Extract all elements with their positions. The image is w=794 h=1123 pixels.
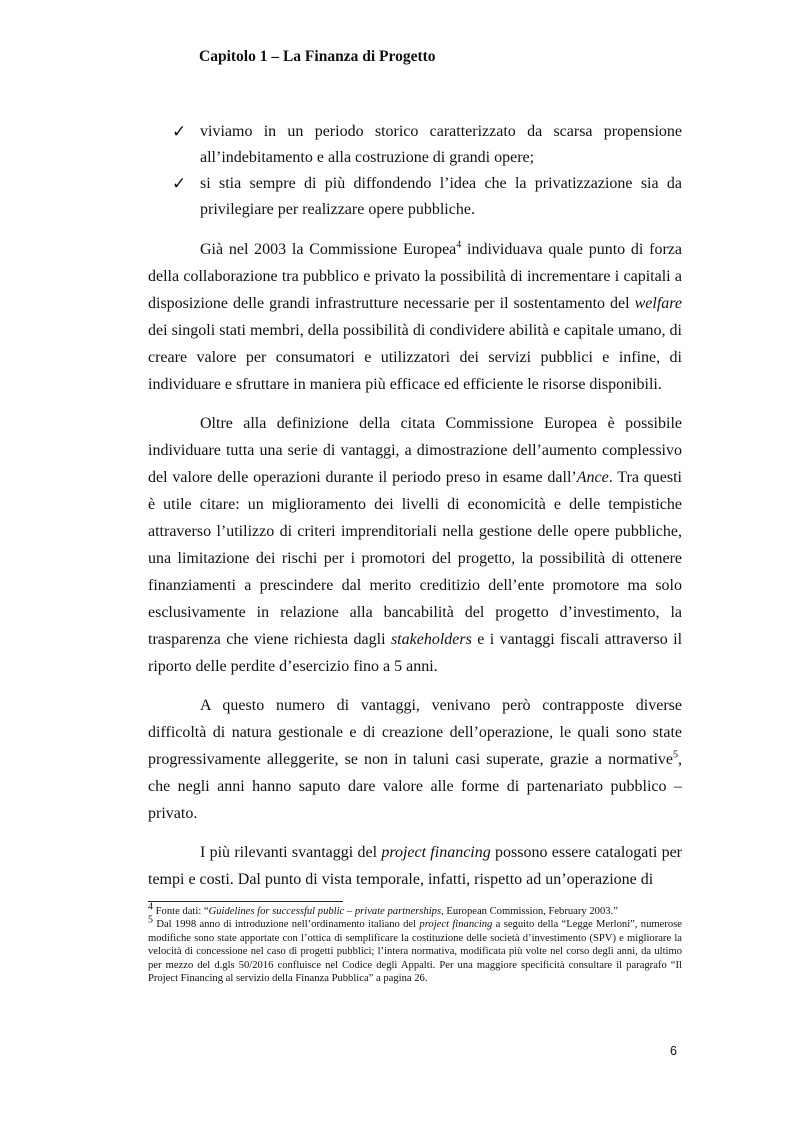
text-span: Già nel 2003 la Commissione Europea — [200, 241, 457, 258]
italic-term: welfare — [634, 295, 682, 312]
text-span: e i vantaggi fiscali attraverso il riporto delle perdite d’esercizio fino a 5 anni. — [148, 631, 683, 675]
footnote-ref-4: 4 — [456, 239, 462, 251]
italic-term: stakeholders — [390, 631, 472, 648]
text-span: Dal 1998 anno di introduzione nell’ordinamento italiano del — [153, 919, 420, 931]
text-span: I più rilevanti svantaggi del — [200, 844, 382, 861]
bullet-text: si stia sempre di più diffondendo l’idea che la privatizzazione sia da privilegiare per realizzare opere pubbliche. — [200, 175, 682, 218]
footnote-divider — [148, 901, 343, 902]
text-span: Fonte dati: “ — [153, 906, 209, 917]
italic-term: Ance — [576, 469, 609, 486]
bullet-list — [172, 119, 682, 223]
italic-term: project financing — [419, 919, 493, 931]
footnotes — [148, 901, 682, 985]
footnote-number: 5 — [148, 914, 153, 926]
text-span: A questo numero di vantaggi, venivano però contrapposte diverse difficoltà di natura gestionale e di creazione dell’operazione, le quali sono state progressivamente alleggerite, se non in taluni casi superate, grazie a normative — [148, 697, 682, 768]
text-span: possono essere catalogati per tempi e costi. Dal punto di vista temporale, infatti, rispetto ad un’operazione di — [148, 844, 682, 888]
text-span: Oltre alla definizione della citata Commissione Europea è possibile individuare tutta una serie di vantaggi, a dimostrazione dell’aumento complessivo del valore delle operazioni durante il periodo preso in esame dall’ — [148, 415, 682, 486]
text-span: , che negli anni hanno saputo dare valore alle forme di partenariato pubblico – privato. — [148, 751, 682, 822]
italic-term: project financing — [381, 844, 491, 861]
paragraph-4 — [148, 839, 682, 893]
text-span: a seguito della “Legge Merloni”, numerose modifiche sono state apportate con l’ottica di semplificare la costituzione delle società d’investimento (SPV) e migliorare la velocità di concessione nel caso di progetti pubblici; l’intera normativa, modificata più volte nel corso degli anni, da ultimo per mezzo del d.gls 50/2016 confluisce nel Codice degli Appalti. Per una maggiore specificità consultare il paragrafo “Il Project Financing al servizio della Finanza Pubblica” a pagina 26. — [148, 919, 682, 985]
text-span: dei singoli stati membri, della possibilità di condividere abilità e capitale umano, di creare valore per consumatori e utilizzatori dei servizi pubblici e infine, di individuare e sfruttare in maniera più efficace ed efficiente le risorse disponibili. — [148, 322, 682, 393]
paragraph-1 — [148, 236, 682, 398]
bullet-text: viviamo in un periodo storico caratterizzato da scarsa propensione all’indebitamento e alla costruzione di grandi opere; — [200, 123, 682, 166]
paragraph-3 — [148, 692, 682, 827]
footnote-4 — [148, 901, 682, 918]
text-span: . Tra questi è utile citare: un miglioramento dei livelli di economicità e delle tempistiche attraverso l’utilizzo di criteri imprenditoriali nella gestione delle opere pubbliche, una limitazione dei rischi per i promotori del progetto, la possibilità di ottenere finanziamenti a prescindere dal merito creditizio dell’ente promotore ma solo esclusivamente in relazione alla bancabilità del progetto d’investimento, la trasparenza che viene richiesta dagli — [148, 469, 682, 648]
footnote-number: 4 — [148, 901, 153, 913]
text-span: individuava quale punto di forza della collaborazione tra pubblico e privato la possibilità di incrementare i capitali a disposizione delle grandi infrastrutture necessarie per il sostentamento del — [148, 241, 682, 312]
footnote-ref-5: 5 — [673, 749, 678, 761]
italic-term: Guidelines for successful public – private partnerships — [208, 906, 442, 917]
chapter-header: Capitolo 1 – La Finanza di Progetto — [199, 48, 436, 65]
footnote-5 — [148, 914, 682, 985]
check-icon: ✓ — [172, 174, 187, 194]
list-item — [172, 119, 682, 171]
check-icon: ✓ — [172, 122, 187, 142]
paragraph-2 — [148, 410, 682, 680]
text-span: , European Commission, February 2003.” — [441, 906, 618, 917]
page-number: 6 — [670, 1044, 677, 1058]
body-text — [148, 236, 682, 905]
list-item — [172, 171, 682, 223]
